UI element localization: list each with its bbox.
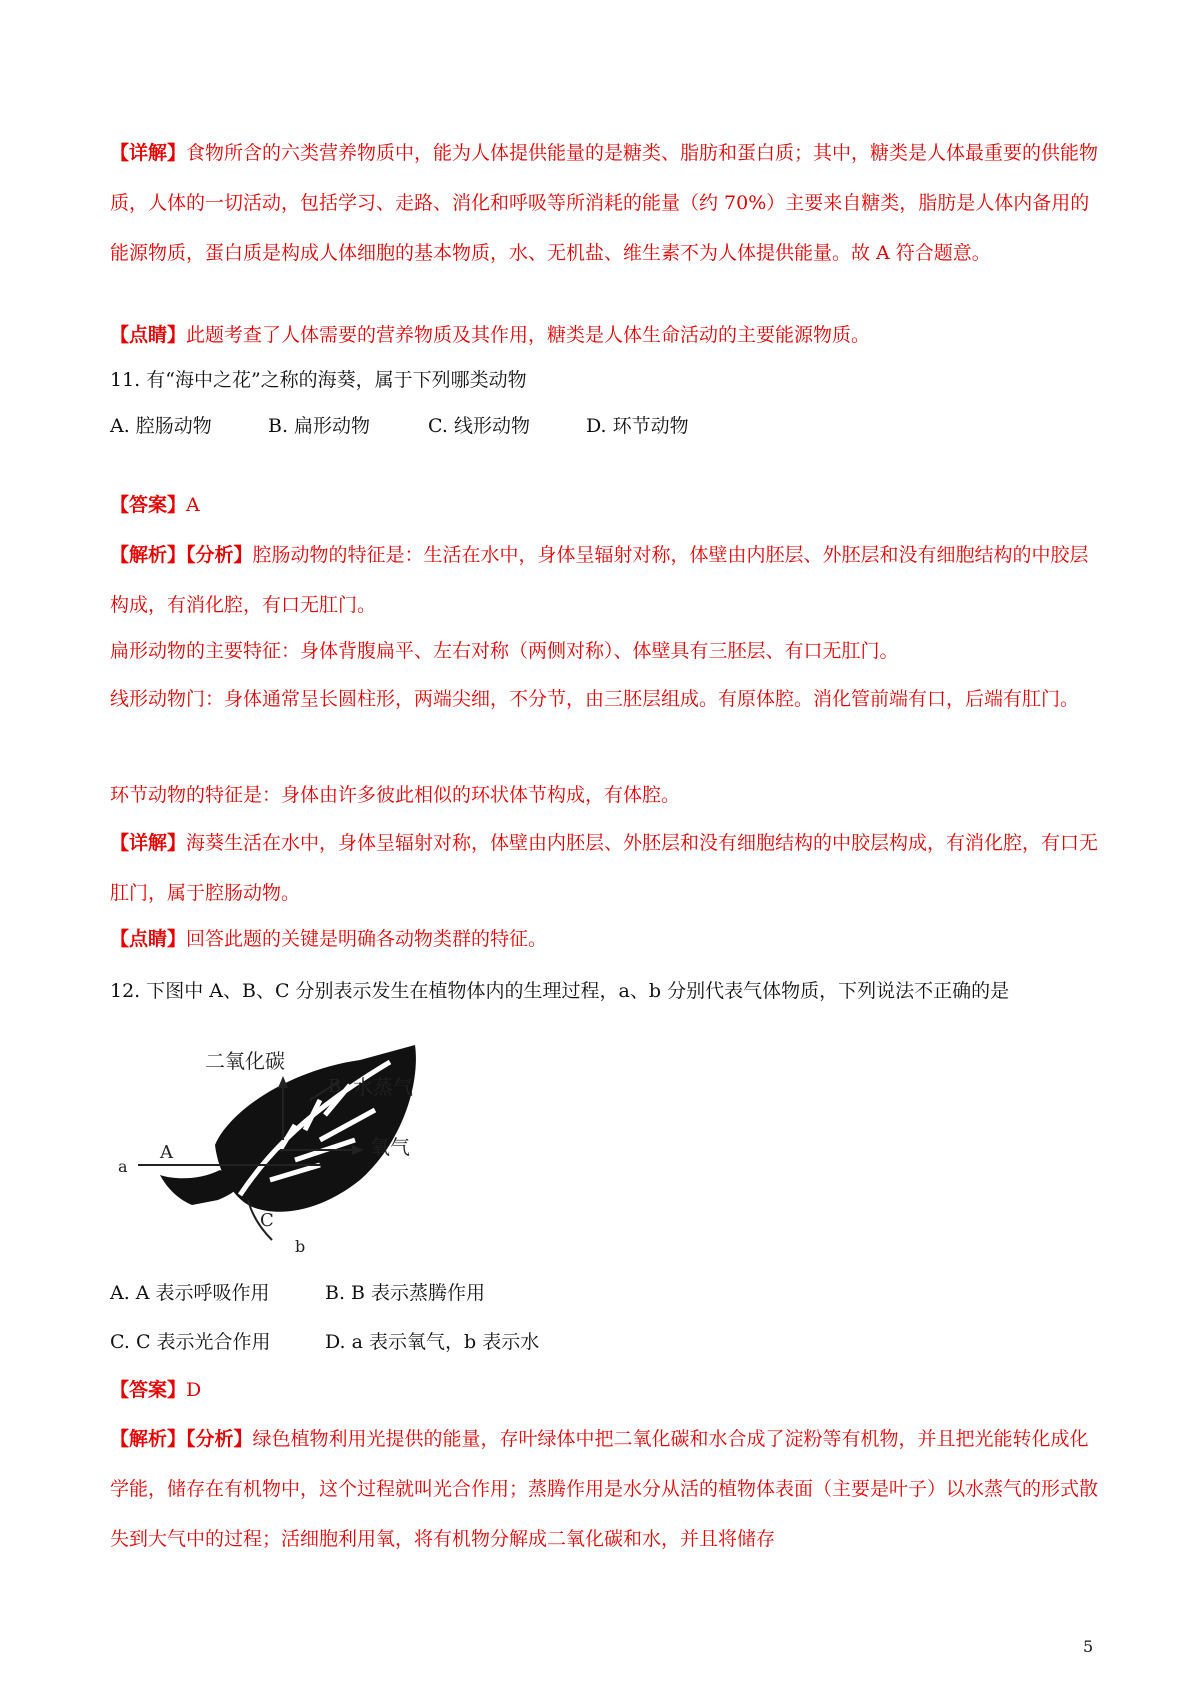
q11-option-c[interactable]: C. 线形动物 (428, 415, 530, 437)
q11-analysis-text: 腔肠动物的特征是：生活在水中，身体呈辐射对称，体壁由内胚层、外胚层和没有细胞结构的中胶层构成，有消化腔，有口无肛门。 (110, 544, 1089, 616)
q11-stem: 11. 有“海中之花”之称的海葵，属于下列哪类动物 (110, 369, 527, 391)
q11-analysis (110, 530, 1100, 630)
analysis-tag: 【解析】【分析】 (110, 1428, 253, 1450)
label-B: B (328, 1076, 342, 1097)
q11-option-b[interactable]: B. 扁形动物 (268, 415, 371, 437)
q10-point-text: 此题考查了人体需要的营养物质及其作用，糖类是人体生命活动的主要能源物质。 (186, 324, 871, 346)
q11-detail-text: 海葵生活在水中，身体呈辐射对称，体壁由内胚层、外胚层和没有细胞结构的中胶层构成，有消化腔，有口无肛门，属于腔肠动物。 (110, 832, 1099, 904)
answer-tag: 【答案】 (110, 1379, 187, 1401)
q11-point-text: 回答此题的关键是明确各动物类群的特征。 (186, 928, 548, 950)
label-C: C (260, 1210, 274, 1231)
label-co2: 二氧化碳 (205, 1049, 285, 1073)
page-number: 5 (1083, 1637, 1094, 1656)
point-tag: 【点睛】 (110, 928, 187, 950)
label-a: a (118, 1157, 128, 1176)
q10-detail (110, 128, 1100, 278)
detail-tag: 【详解】 (110, 832, 187, 854)
label-oxygen: 氧气 (370, 1135, 410, 1159)
point-tag: 【点睛】 (110, 324, 187, 346)
q10-detail-text: 食物所含的六类营养物质中，能为人体提供能量的是糖类、脂肪和蛋白质；其中，糖类是人体最重要的供能物质，人体的一切活动，包括学习、走路、消化和呼吸等所消耗的能量（约 70%）主要来自糖类，脂肪是人体内备用的能源物质，蛋白质是构成人体细胞的基本物质，水、无机盐、维生素不为人体提供能量。故 A 符合题意。 (110, 142, 1099, 264)
q11-answer-text: A (186, 494, 200, 516)
q12-analysis (110, 1414, 1100, 1564)
q11-roundworm: 线形动物门：身体通常呈长圆柱形，两端尖细，不分节，由三胚层组成。有原体腔。消化管前端有口，后端有肛门。 (110, 688, 1080, 710)
q11-option-a[interactable]: A. 腔肠动物 (110, 415, 212, 437)
q11-answer (110, 480, 1100, 530)
answer-tag: 【答案】 (110, 494, 187, 516)
q12-analysis-text: 绿色植物利用光提供的能量，存叶绿体中把二氧化碳和水合成了淀粉等有机物，并且把光能转化成化学能，储存在有机物中，这个过程就叫光合作用；蒸腾作用是水分从活的植物体表面（主要是叶子）以水蒸气的形式散失到大气中的过程；活细胞利用氧，将有机物分解成二氧化碳和水，并且将储存 (110, 1428, 1099, 1550)
q10-point (110, 310, 1100, 360)
q12-answer (110, 1365, 1100, 1415)
q12-option-c[interactable]: C. C 表示光合作用 (110, 1331, 271, 1353)
q11-flatworm: 扁形动物的主要特征：身体背腹扁平、左右对称（两侧对称）、体壁具有三胚层、有口无肛门。 (110, 640, 899, 662)
q11-detail (110, 818, 1100, 918)
analysis-tag: 【解析】【分析】 (110, 544, 253, 566)
leaf-petiole (160, 1170, 245, 1205)
q12-answer-text: D (186, 1379, 202, 1401)
label-water-vapor: 水蒸气 (353, 1075, 413, 1099)
q11-option-d[interactable]: D. 环节动物 (586, 415, 689, 437)
detail-tag: 【详解】 (110, 142, 187, 164)
q12-stem: 12. 下图中 A、B、C 分别表示发生在植物体内的生理过程，a、b 分别代表气体物质，下列说法不正确的是 (110, 980, 1010, 1002)
leaf-diagram (120, 1030, 490, 1255)
q12-option-b[interactable]: B. B 表示蒸腾作用 (325, 1282, 486, 1304)
q11-annelid: 环节动物的特征是：身体由许多彼此相似的环状体节构成，有体腔。 (110, 784, 681, 806)
q12-option-a[interactable]: A. A 表示呼吸作用 (110, 1282, 270, 1304)
q11-point (110, 914, 1100, 964)
q12-option-d[interactable]: D. a 表示氧气，b 表示水 (325, 1331, 540, 1353)
label-A: A (160, 1142, 173, 1163)
label-b: b (295, 1237, 306, 1256)
